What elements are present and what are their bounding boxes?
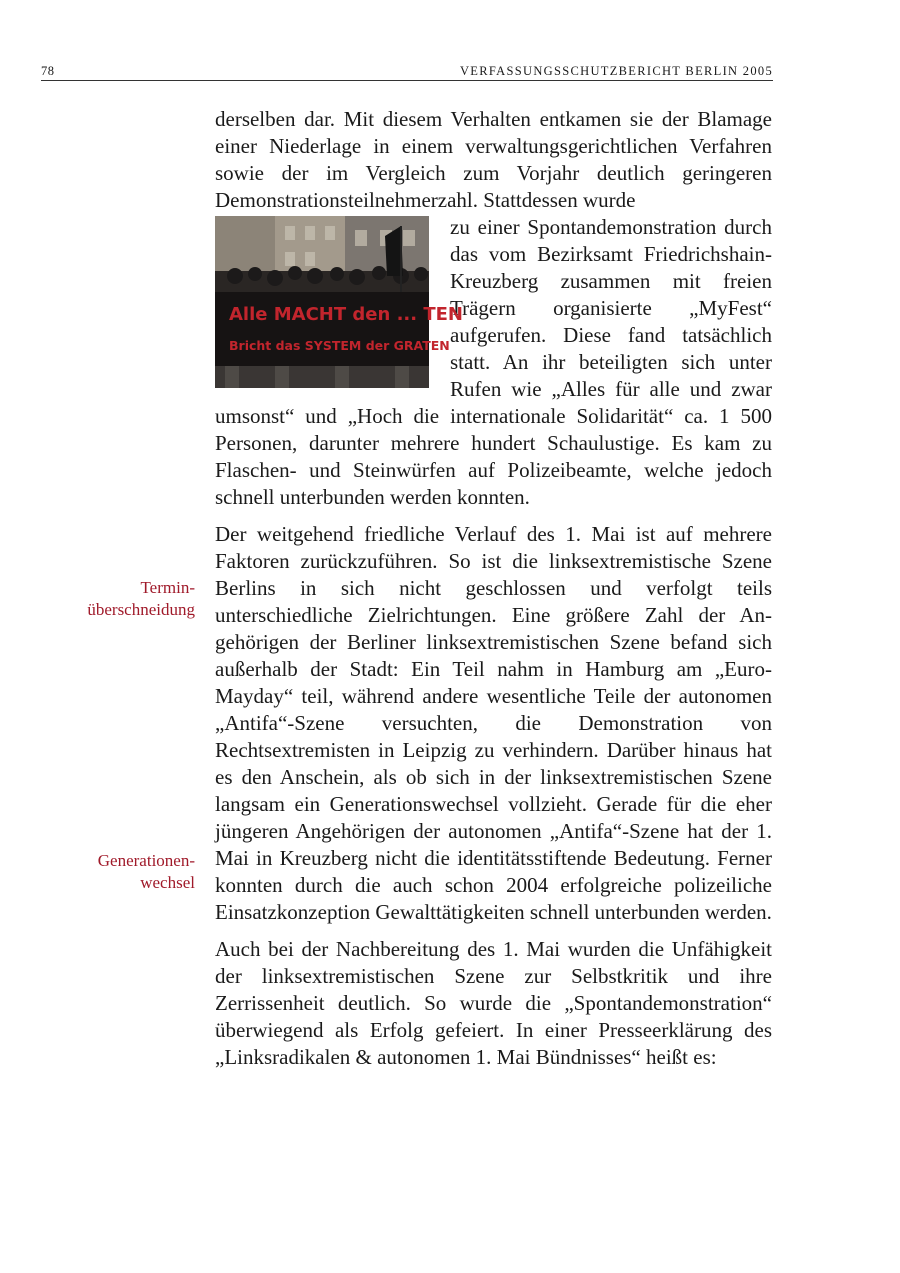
margin-note-line: wechsel xyxy=(140,873,195,892)
paragraph-3: Auch bei der Nachbereitung des 1. Mai wurden die Unfähigkeit der linksextremistischen Szene zur Selbstkritik und ihre Zerrissenheit deutlich. So wurde die „Spontandemonstration“ überwiegend als Erfolg gefeiert. In einer Presseerklärung des „Linksradikalen & autonomen 1. Mai Bündnisses“ heißt es: xyxy=(215,937,772,1069)
margin-note-line: Generationen- xyxy=(97,851,195,870)
paragraph-1 xyxy=(215,106,772,511)
demonstration-photo-image xyxy=(215,216,463,388)
running-title: VERFASSUNGSSCHUTZBERICHT BERLIN 2005 xyxy=(459,64,773,78)
paragraph-1-lead: derselben dar. Mit diesem Verhalten entkamen sie der Blamage einer Niederlage in einem verwaltungsgerichtlichen Verfahren sowie der im Vergleich zum Vorjahr deutlich geringeren Demonstrationsteilnehmerzahl. Stattdessen wurde xyxy=(215,107,772,212)
margin-note-termin xyxy=(87,577,195,621)
margin-note-generationen xyxy=(98,850,195,894)
margin-note-line: Termin- xyxy=(140,578,195,597)
banner-text-top: Alle MACHT den ... TEN xyxy=(229,304,463,325)
page-number: 78 xyxy=(41,64,55,78)
paragraph-1-rest: zu einer Spontandemonstration durch das vom Bezirksamt Friedrichshain-Kreuzberg zusammen mit freien Trägern organisierte „MyFest“ aufgerufen. Diese fand tatsächlich statt. An ihr beteiligten sich unter Rufen wie „Alles für alle und zwar umsonst“ und „Hoch die internationale Solidarität“ ca. 1 500 Personen, darunter mehrere hundert Schaulustige. Es kam zu Flaschen- und Steinwürfen auf Polizeibeamte, welche jedoch schnell unterbunden werden konnten. xyxy=(215,215,772,509)
paragraph-2: Der weitgehend friedliche Verlauf des 1. Mai ist auf mehrere Faktoren zurückzuführen. So ist die linksextremistische Szene Berlins in sich nicht geschlossen und verfolgt teils unterschiedliche Zielrichtungen. Eine größere Zahl der Angehörigen der Berliner linksextremistischen Szene befand sich außerhalb der Stadt: Ein Teil nahm in Hamburg am „Euro-Mayday“ teil, während andere wesentliche Teile der autonomen „Antifa“-Szene versuchten, die Demonstration von Rechtsextremisten in Leipzig zu verhindern. Darüber hinaus hat es den Anschein, als ob sich in der linksextremistischen Szene langsam ein Generationswechsel vollzieht. Gerade für die eher jüngeren Angehörigen der autonomen „Antifa“-Szene hat der 1. Mai in Kreuzberg nicht die identitätsstiftende Bedeutung. Ferner konnten durch die auch schon 2004 erfolgreiche polizeiliche Einsatzkonzeption Gewalttätigkeiten schnell unterbunden werden. xyxy=(215,522,772,924)
banner-text-bottom: Bricht das SYSTEM der GRATEN xyxy=(229,338,450,353)
margin-note-line: überschneidung xyxy=(87,600,195,619)
demonstration-photo xyxy=(215,216,463,388)
running-header xyxy=(41,62,773,81)
body-text xyxy=(215,106,772,1081)
